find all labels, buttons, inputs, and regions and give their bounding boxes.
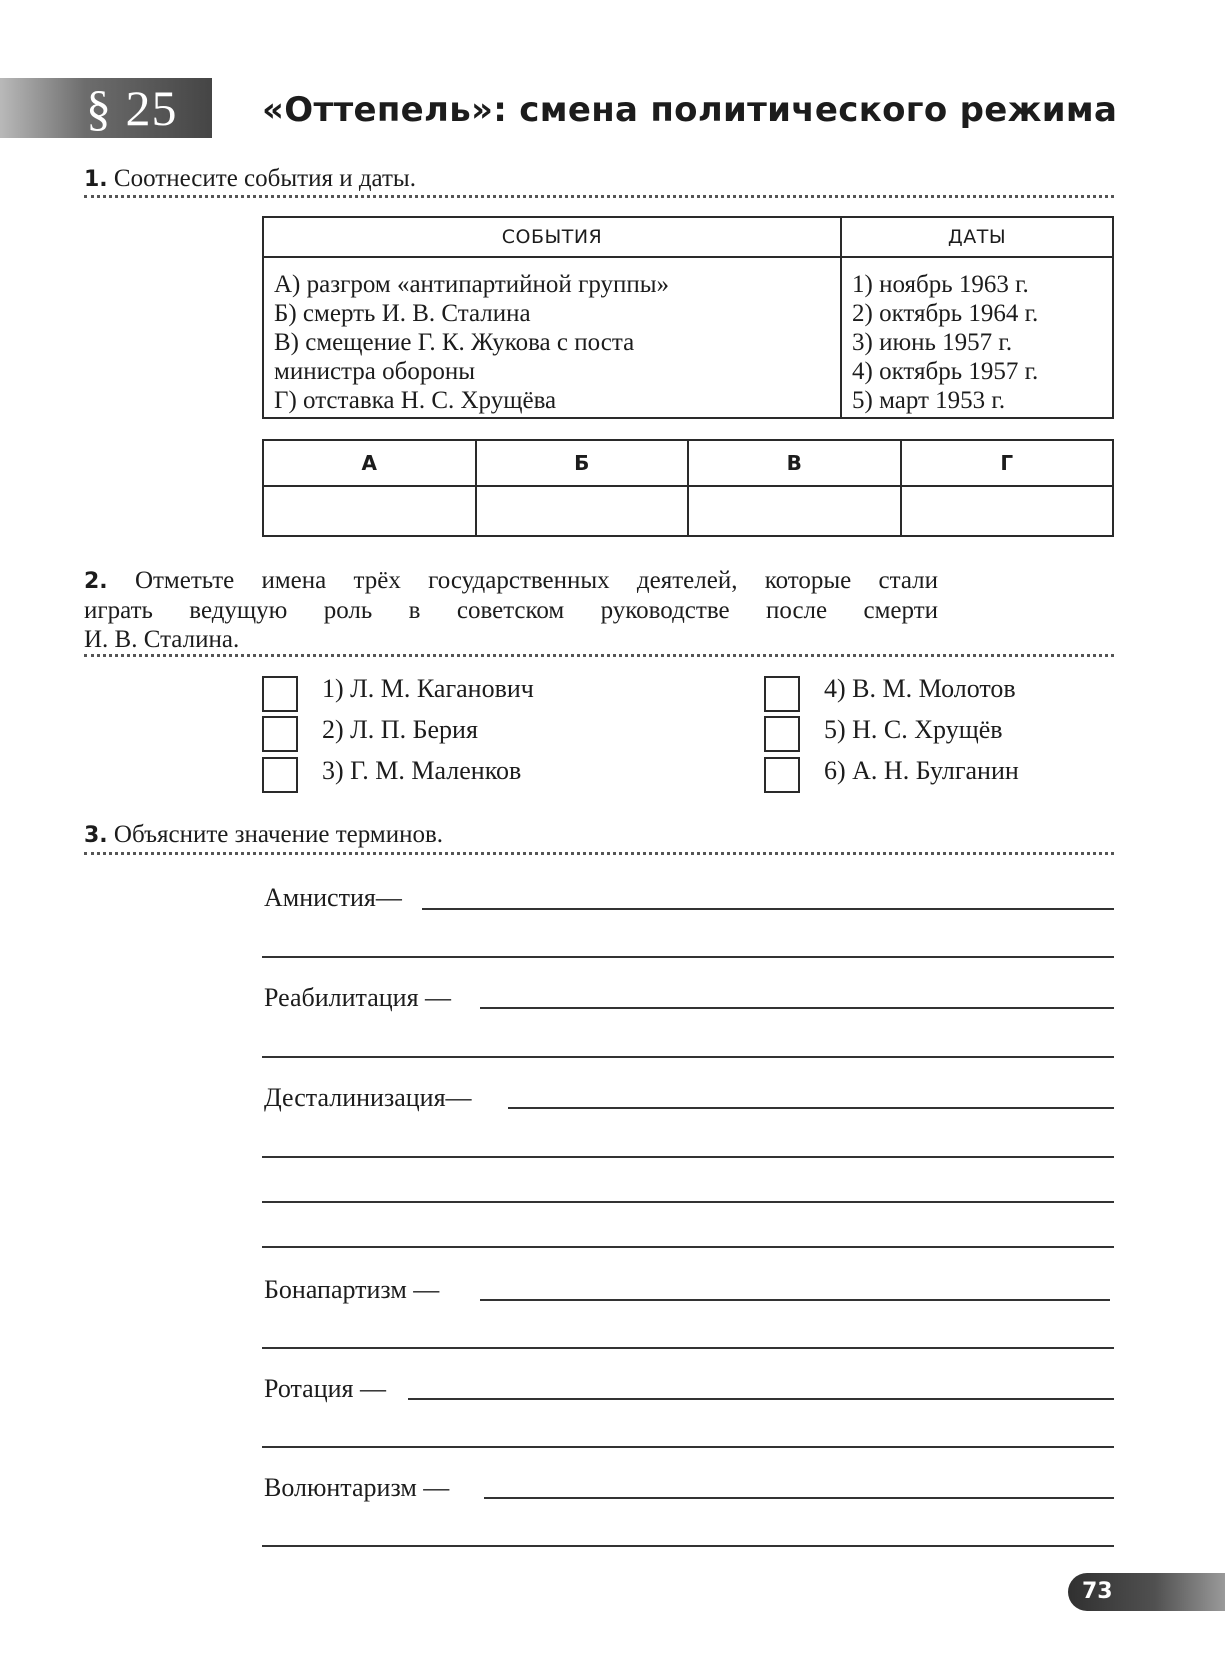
date-item: 3) июнь 1957 г. [852, 329, 1013, 356]
answer-line[interactable] [262, 1545, 1114, 1547]
task3-text: Объясните значение терминов. [113, 821, 444, 848]
answer-line[interactable] [480, 1299, 1110, 1301]
page-number: 73 [1082, 1579, 1113, 1604]
checkbox-5[interactable] [764, 716, 800, 752]
event-item: министра обороны [274, 358, 476, 385]
option-6: 6) А. Н. Булганин [824, 756, 1019, 785]
checkbox-2[interactable] [262, 716, 298, 752]
answer-cell-b[interactable] [476, 486, 689, 536]
checkbox-1[interactable] [262, 676, 298, 712]
dates-header: ДАТЫ [841, 217, 1113, 257]
event-item: А) разгром «антипартийной группы» [274, 271, 670, 298]
answer-line[interactable] [262, 956, 1114, 958]
date-item: 4) октябрь 1957 г. [852, 358, 1039, 385]
answer-header-a: А [263, 440, 476, 486]
task3-divider [84, 852, 1114, 855]
dates-cell [841, 257, 1113, 418]
term-voluntarism: Волюнтаризм — [264, 1473, 450, 1502]
task3-number: 3. [84, 823, 108, 848]
answer-line[interactable] [484, 1497, 1114, 1499]
date-item: 2) октябрь 1964 г. [852, 300, 1039, 327]
option-1: 1) Л. М. Каганович [322, 674, 534, 703]
event-item: Б) смерть И. В. Сталина [274, 300, 531, 327]
checkbox-3[interactable] [262, 757, 298, 793]
option-3: 3) Г. М. Маленков [322, 756, 522, 785]
task2-line: 2. Отметьте имена трёх государственных деятелей, которые стали [84, 567, 939, 594]
answer-cell-g[interactable] [901, 486, 1114, 536]
events-dates-table [262, 216, 1114, 419]
term-rotation: Ротация — [264, 1374, 386, 1403]
option-5: 5) Н. С. Хрущёв [824, 715, 1003, 744]
answer-header-b: Б [476, 440, 689, 486]
answer-cell-v[interactable] [688, 486, 901, 536]
answer-table [262, 439, 1114, 537]
answer-line[interactable] [480, 1007, 1114, 1009]
page-title: «Оттепель»: смена политического режима [262, 90, 1118, 130]
date-item: 1) ноябрь 1963 г. [852, 271, 1029, 298]
term-rehabilitation: Реабилитация — [264, 983, 452, 1012]
term-destalinization: Десталинизация— [264, 1083, 472, 1112]
section-number: § 25 [86, 80, 178, 136]
task1-text: Соотнесите события и даты. [113, 165, 416, 192]
answer-line[interactable] [262, 1446, 1114, 1448]
checkbox-4[interactable] [764, 676, 800, 712]
answer-line[interactable] [262, 1246, 1114, 1248]
date-item: 5) март 1953 г. [852, 387, 1006, 414]
answer-line[interactable] [422, 908, 1114, 910]
events-header: СОБЫТИЯ [263, 217, 841, 257]
task2-line: И. В. Сталина. [84, 626, 240, 653]
option-4: 4) В. М. Молотов [824, 674, 1016, 703]
task2-divider [84, 654, 1114, 657]
answer-line[interactable] [262, 1156, 1114, 1158]
checkbox-6[interactable] [764, 757, 800, 793]
answer-cell-a[interactable] [263, 486, 476, 536]
events-cell [263, 257, 841, 418]
task1-divider [84, 195, 1114, 198]
term-bonapartism: Бонапартизм — [264, 1275, 440, 1304]
answer-header-g: Г [901, 440, 1114, 486]
event-item: Г) отставка Н. С. Хрущёва [274, 387, 557, 414]
task3-heading [84, 820, 443, 850]
term-amnesty: Амнистия— [264, 883, 402, 912]
answer-line[interactable] [508, 1107, 1114, 1109]
answer-line[interactable] [408, 1398, 1114, 1400]
task2-line: играть ведущую роль в советском руководстве после смерти [84, 597, 938, 624]
task1-heading [84, 164, 416, 194]
option-2: 2) Л. П. Берия [322, 715, 478, 744]
task2-number: 2. [84, 569, 108, 594]
answer-line[interactable] [262, 1347, 1114, 1349]
answer-line[interactable] [262, 1201, 1114, 1203]
task1-number: 1. [84, 167, 108, 192]
event-item: В) смещение Г. К. Жукова с поста [274, 329, 635, 356]
answer-header-v: В [688, 440, 901, 486]
answer-line[interactable] [262, 1056, 1114, 1058]
task2-heading [84, 566, 938, 654]
